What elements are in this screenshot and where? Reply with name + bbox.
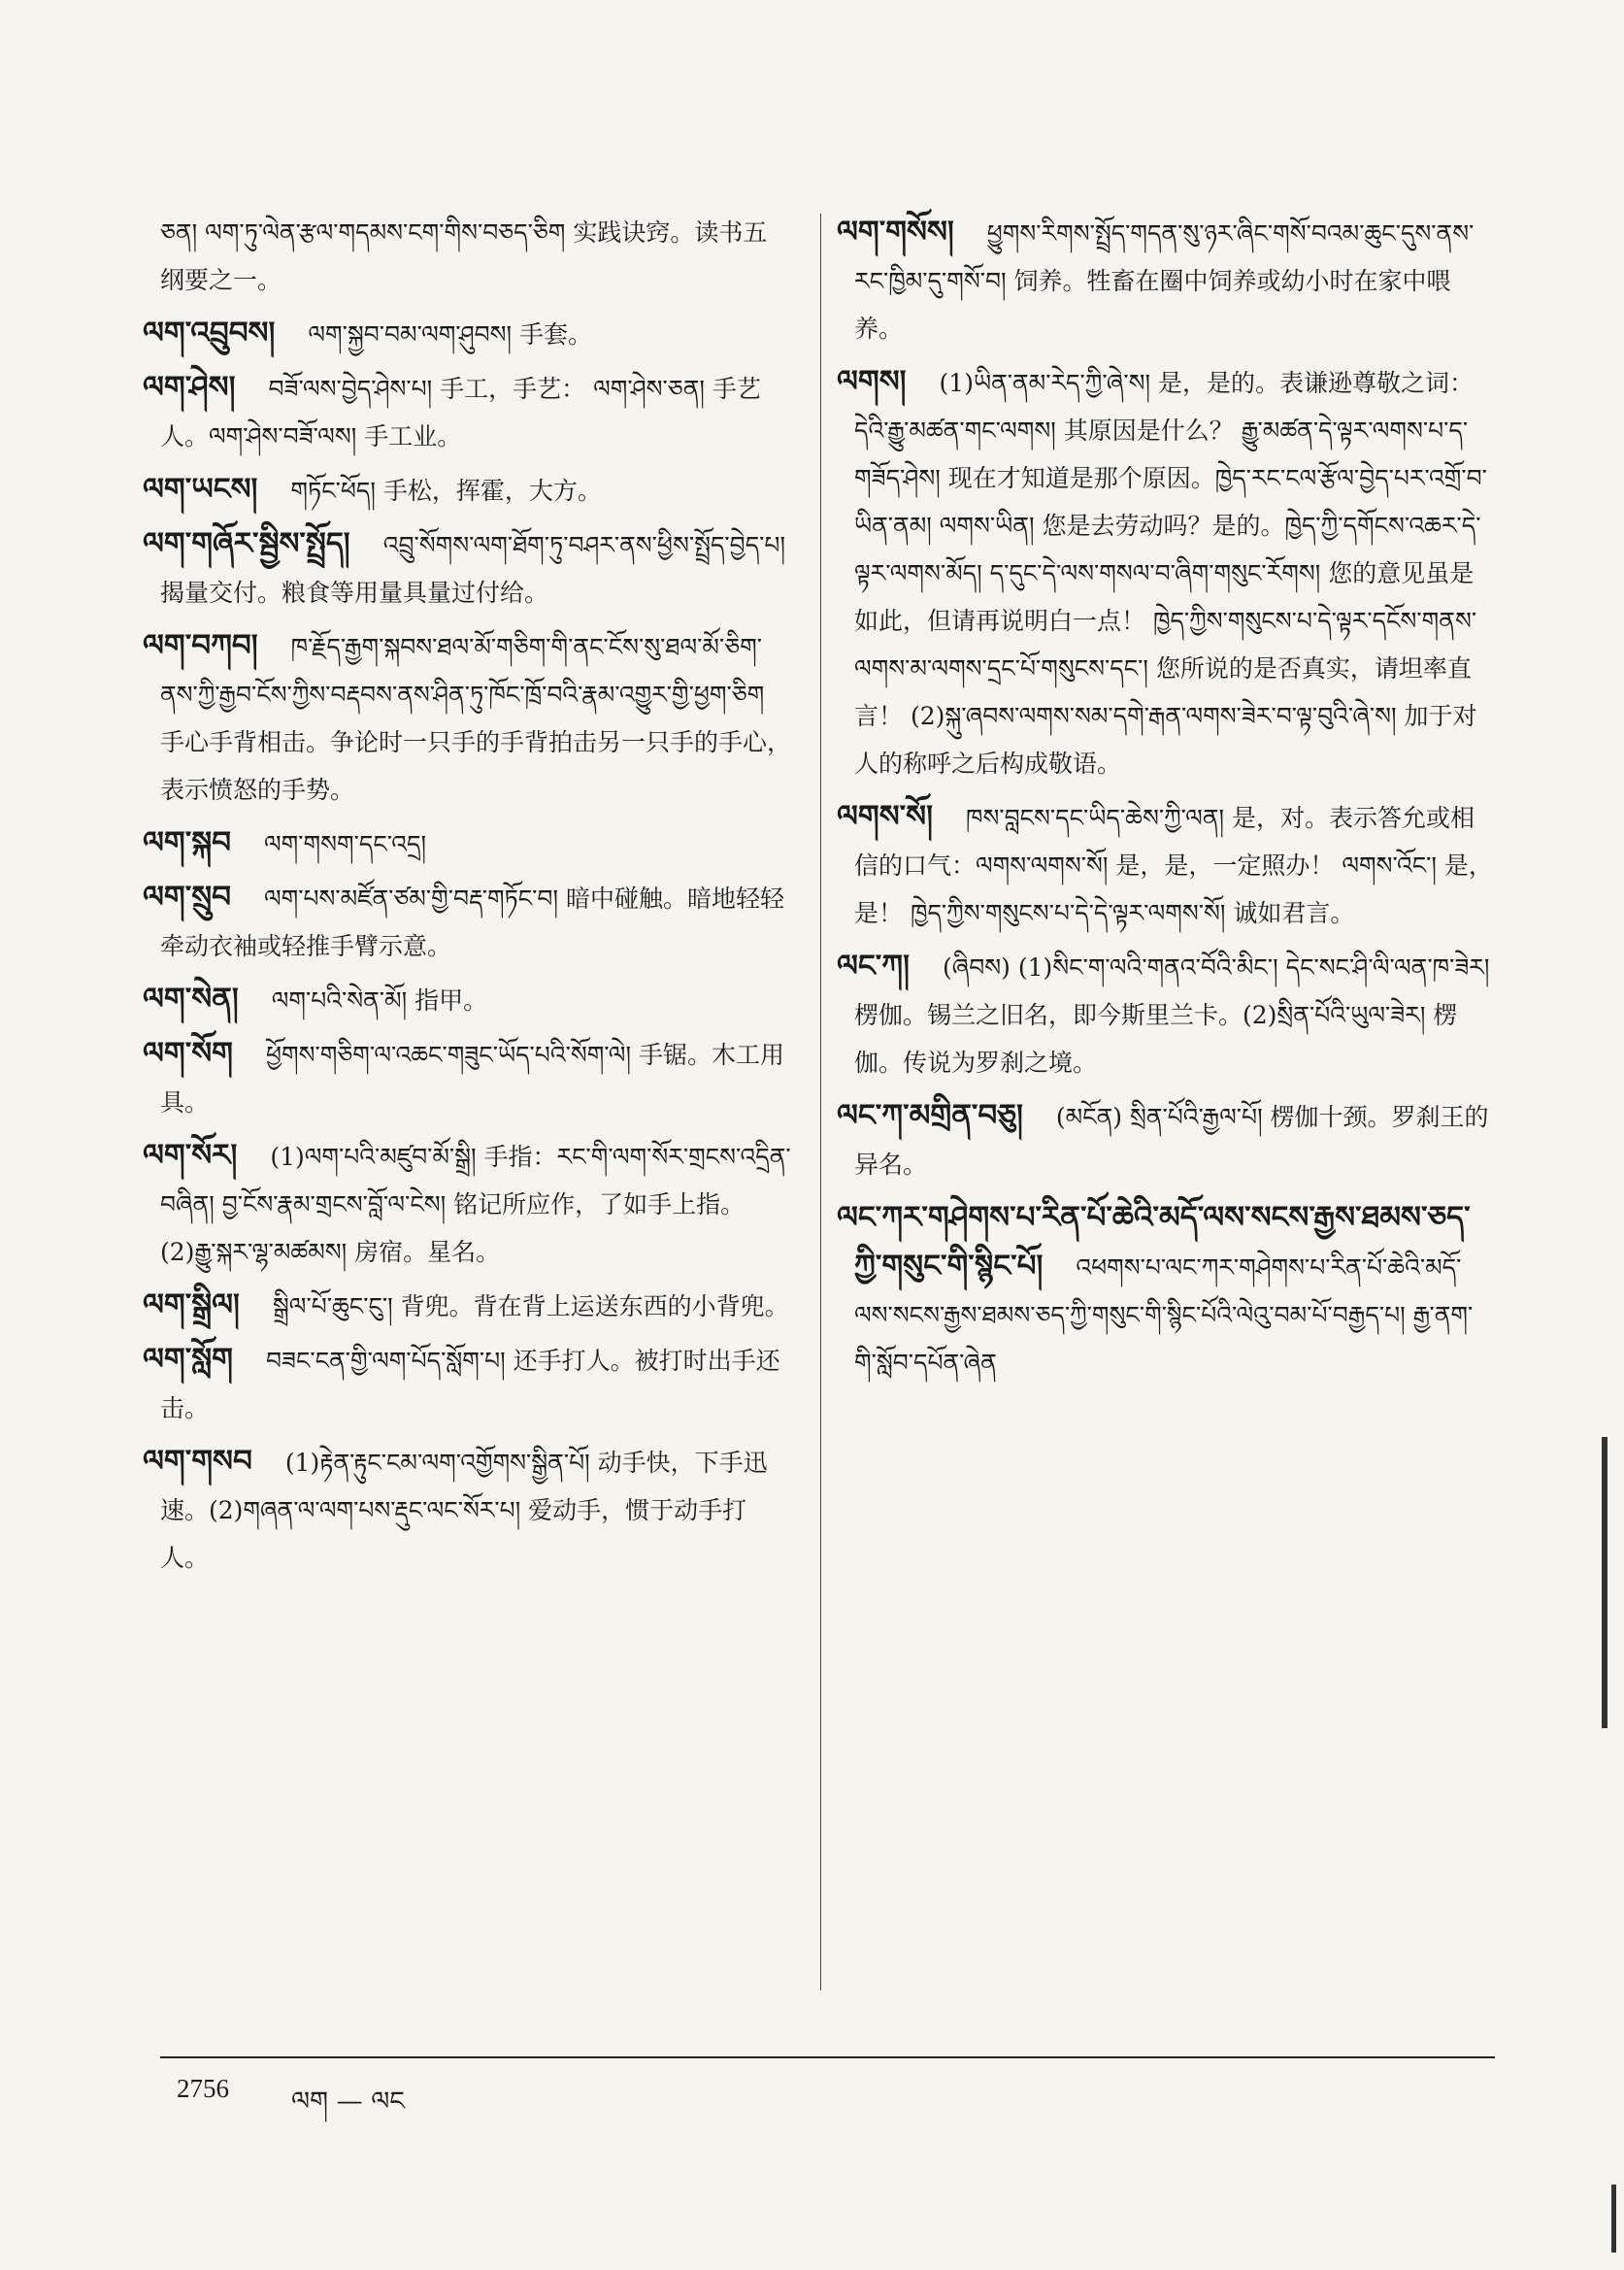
entry-headword: ལག་བཀབ། [143, 628, 258, 663]
entry-headword: ལག་འབྲུབས། [143, 316, 276, 351]
entry-headword: ལང་ཀར་གཤེགས་པ་རིན་པོ་ཆེའི་མདོ་ལས་སངས་རྒྱས་ཐམས་ཅད་ཀྱི་གསུང་གི་སྙིང་པོ། [837, 1200, 1471, 1284]
dictionary-entry [143, 1438, 791, 1582]
dictionary-entry [143, 1132, 791, 1276]
dictionary-entry [837, 209, 1495, 352]
entry-definition: (1)རྟེན་རྟུང་ངམ་ལག་འགྱོགས་སྒྱིན་པོ། 动手快，下手迅速。(2)གཞན་ལ་ལག་པས་རྡུང་ལང་སོར་པ། 爱动手，惯于动手打人。 [160, 1449, 768, 1572]
dictionary-entry [143, 874, 791, 970]
entry-definition: (1)ཡིན་ནམ་རེད་ཀྱི་ཞེ་ས། 是，是的。表谦逊尊敬之词：དེའི་རྒྱུ་མཚན་གང་ལགས། 其原因是什么？ རྒྱུ་མཚན་དེ་ལྟར་ལགས་པ་ད་གཟོད་ཤེས། 现在才知道是那个原因。ཁྱེད་རང་ངལ་རྩོལ་བྱེད་པར་འགྲོ་བ་ཡིན་ནམ། ལགས་ཡིན། 您是去劳动吗？是的。ཁྱེད་ཀྱི་དགོངས་འཆར་དེ་ལྟར་ལགས་མོད། ད་དུང་དེ་ལས་གསལ་བ་ཞིག་གསུང་རོགས། 您的意见虽是如此，但请再说明白一点！ ཁྱེད་ཀྱིས་གསུངས་པ་དེ་ལྟར་དངོས་གནས་ལགས་མ་ལགས་དྲང་པོ་གསུངས་དང་། 您所说的是否真实，请坦率直言！ (2)སྐུ་ཞབས་ལགས་སམ་དགེ་རྒན་ལགས་ཟེར་བ་ལྟ་བུའི་ཞེ་ས། 加于对人的称呼之后构成敬语。 [854, 369, 1487, 778]
dictionary-entry [143, 819, 791, 868]
entry-headword: ལག་སྲུབ [143, 880, 232, 915]
entry-definition: སྒྲིལ་པོ་ཆུང་ངུ་། 背兜。背在背上运送东西的小背兜。 [272, 1292, 789, 1320]
entry-headword: ལག་སྐབ [143, 825, 232, 860]
dictionary-entry [143, 520, 791, 617]
scan-edge-mark [1602, 1437, 1607, 1728]
footer-rule [160, 2056, 1495, 2058]
entry-headword: ལང་ཀ་མགྲིན་བཅུ། [837, 1098, 1023, 1133]
entry-headword: ལག་གཞོར་སྦྱིས་སྤྲོད། [143, 526, 350, 561]
dictionary-entry [160, 209, 791, 304]
right-column [837, 209, 1495, 1392]
page-number: 2756 [177, 2074, 229, 2103]
dictionary-entry [143, 364, 791, 460]
dictionary-entry [143, 310, 791, 358]
entry-headword: ལག་སོག [143, 1036, 233, 1071]
left-column [143, 209, 792, 1587]
entry-definition: ཁ་རྗོད་རྒྱག་སྐབས་ཐལ་མོ་གཅིག་གི་ནང་ངོས་སུ་ཐལ་མོ་ཅིག་ནས་ཀྱི་རྒྱབ་ངོས་ཀྱིས་བརྡབས་ནས་ཤིན་ཏུ་ཁོང་ཁྲོ་བའི་རྣམ་འགྱུར་གྱི་ཕྱག་ཅིག 手心手背相击。争论时一只手的手背拍击另一只手的手心，表示愤怒的手势。 [160, 633, 792, 804]
dictionary-entry [143, 466, 791, 515]
entry-headword: ལག་སོར། [143, 1138, 238, 1173]
dictionary-entry [837, 358, 1495, 787]
entry-definition: ཅན། ལག་ཏུ་ལེན་རྩལ་གདམས་ངག་གིས་བཅད་ཅིག 实践诀窍。读书五纲要之一。 [160, 218, 768, 294]
dictionary-entry [837, 793, 1495, 937]
entry-definition: (མངོན) སྲིན་པོའི་རྒྱལ་པོ། 楞伽十颈。罗刹王的异名。 [854, 1103, 1489, 1179]
entry-headword: ལག་སློག [143, 1342, 233, 1377]
entry-definition: བཟང་ངན་གྱི་ལག་པོད་སློག་པ། 还手打人。被打时出手还击。 [160, 1347, 780, 1422]
entry-headword: ལང་ཀ། [837, 949, 910, 984]
entry-headword: ལག་སེན། [143, 982, 239, 1017]
entry-definition: (1)ལག་པའི་མཛུབ་མོ་སྒྲི། 手指：རང་གི་ལག་སོར་གྲངས་འདྲིན་བཞིན། བྱ་ངོས་རྣམ་གྲངས་བློ་ལ་ངེས། 铭记所应作，了如手上指。(2)རྒྱུ་སྐར་ལྷ་མཚམས། 房宿。星名。 [160, 1143, 791, 1266]
entry-definition: བཟོ་ལས་བྱེད་ཤེས་པ། 手工，手艺： ལག་ཤེས་ཅན། 手艺人。ལག་ཤེས་བཟོ་ལས། 手工业。 [160, 375, 761, 451]
entry-definition: ཕྱུགས་རིགས་སྤྲོད་གདན་སུ་ཉར་ཞིང་གསོ་བའམ་ཆུང་དུས་ནས་རང་ཁྱིམ་དུ་གསོ་བ། 饲养。牲畜在圈中饲养或幼小时在家中喂养。 [854, 219, 1475, 343]
entry-headword: ལག་ཡངས། [143, 472, 258, 507]
dictionary-entry [143, 976, 791, 1024]
entry-definition: ལག་པའི་སེན་མོ། 指甲。 [271, 986, 488, 1015]
dictionary-entry [143, 1336, 791, 1432]
entry-definition: འཕགས་པ་ལང་ཀར་གཤེགས་པ་རིན་པོ་ཆེའི་མདོ་ལས་སངས་རྒྱས་ཐམས་ཅད་ཀྱི་གསུང་གི་སྙིང་པོའི་ལེའུ་བམ་པོ་བརྒྱད་པ། རྒྱ་ནག་གི་སློབ་དཔོན་ཞེན [854, 1253, 1474, 1377]
entry-definition: འབྲུ་སོགས་ལག་ཐོག་ཏུ་བཤར་ནས་ཕྱིས་སྤྲོད་བྱེད་པ། 揭量交付。粮食等用量具量过付给。 [160, 531, 785, 607]
column-divider [820, 214, 821, 1990]
entry-definition: (ཞིབས) (1)སིང་ག་ལའི་གནའ་བོའི་མིང་། དེང་སང་ཤི་ལི་ལན་ཁ་ཟེར། 楞伽。锡兰之旧名，即今斯里兰卡。(2)སྲིན་པོའི་ཡུལ་ཟེར། 楞伽。传说为罗刹之境。 [854, 953, 1490, 1077]
entry-definition: ཁས་བླངས་དང་ཡིད་ཆེས་ཀྱི་ལན། 是，对。表示答允或相信的口气：ལགས་ལགས་སོ། 是，是，一定照办！ ལགས་འོང་། 是，是！ ཁྱེད་ཀྱིས་གསུངས་པ་དེ་དེ་ལྟར་ལགས་སོ། 诚如君言。 [854, 804, 1493, 927]
dictionary-entry [837, 943, 1495, 1086]
entry-headword: ལག་གསོས། [837, 215, 954, 250]
entry-headword: ལག་ཤེས། [143, 370, 236, 405]
entry-headword: ལག་སྒྲིལ། [143, 1287, 240, 1322]
entry-definition: ལག་པས་མཛོན་ཙམ་གྱི་བརྡ་གཏོང་བ། 暗中碰触。暗地轻轻牵动衣袖或轻推手臂示意。 [160, 885, 784, 960]
scan-edge-mark [1611, 2185, 1616, 2253]
dictionary-entry [837, 1092, 1495, 1188]
entry-headword: ལགས་སོ། [837, 799, 933, 834]
entry-headword: ལགས། [837, 364, 907, 399]
entry-headword: ལག་གསབ [143, 1444, 252, 1479]
dictionary-entry [143, 622, 792, 814]
entry-definition: ལག་གསག་དང་འདྲ། [264, 830, 427, 858]
entry-definition: གཏོང་ཕོད། 手松，挥霍，大方。 [290, 477, 602, 505]
dictionary-entry [143, 1282, 791, 1330]
entry-definition: ཕྱོགས་གཅིག་ལ་འཆང་གཟུང་ཡོད་པའི་སོག་ལེ། 手锯。木工用具。 [160, 1041, 784, 1117]
dictionary-entry [837, 1194, 1495, 1386]
entry-definition: ལག་སྐྱབ་བམ་ལག་ཤུབས། 手套。 [308, 320, 593, 349]
dictionary-entry [143, 1030, 791, 1126]
page-headword-range: ལག — ལང [291, 2086, 405, 2117]
